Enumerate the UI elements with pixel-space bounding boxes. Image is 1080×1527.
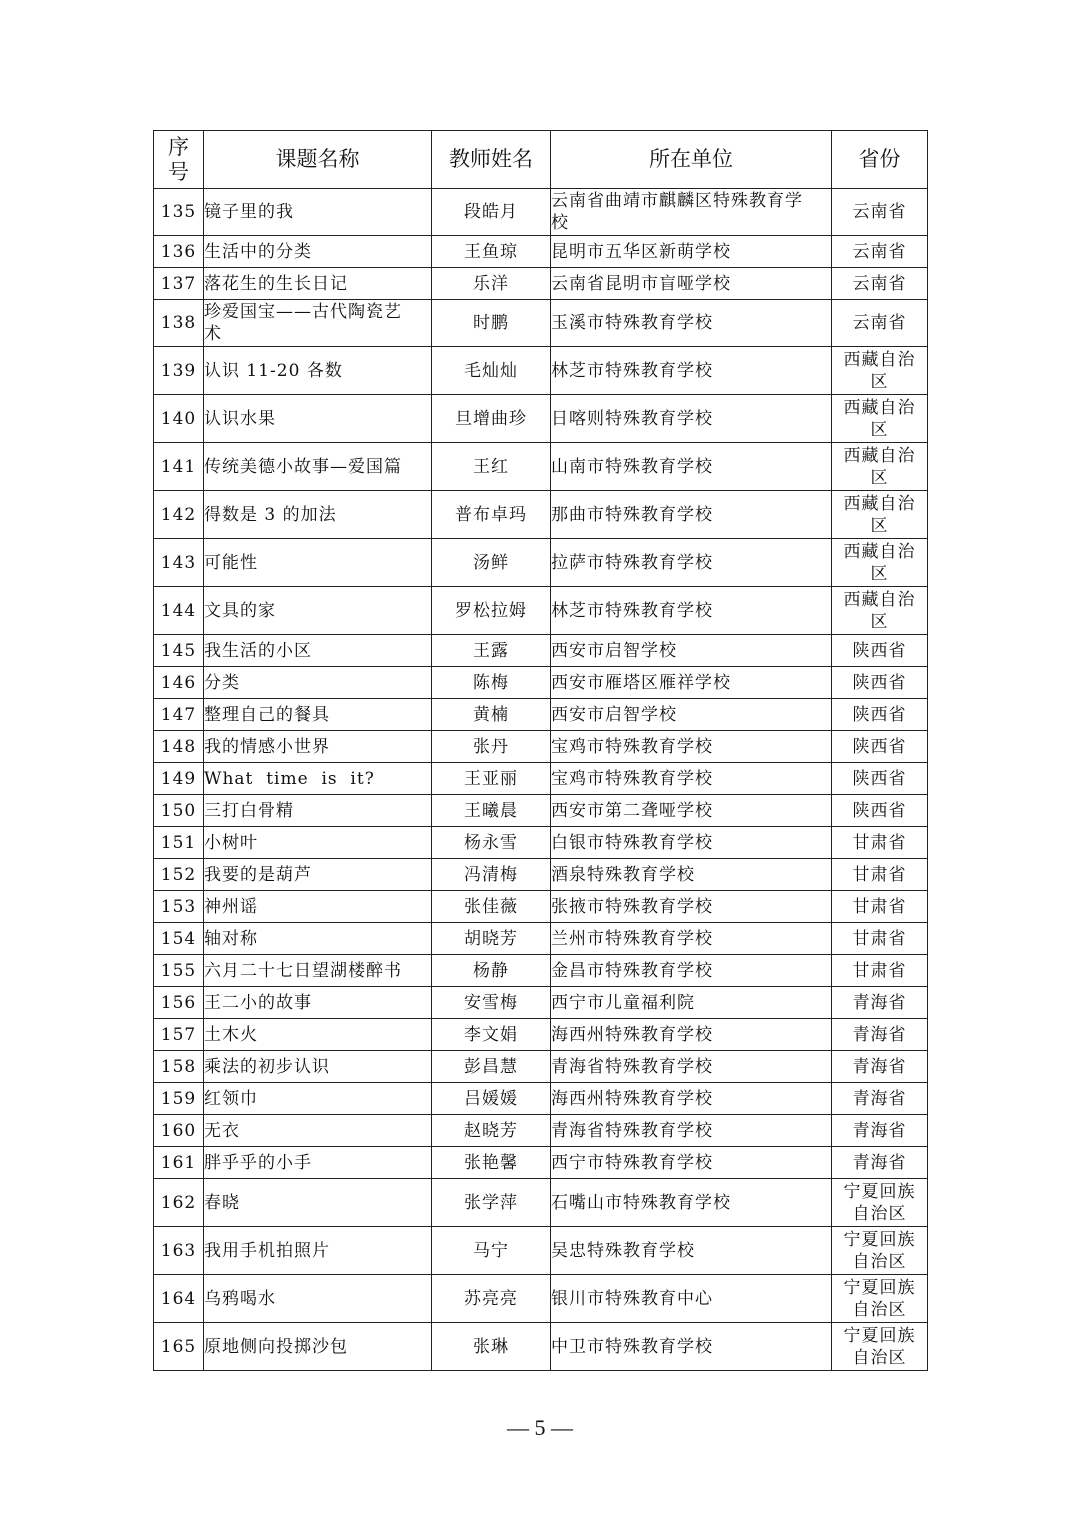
table-row [154, 731, 928, 763]
cell-teacher: 冯清梅 [432, 859, 551, 891]
cell-teacher: 安雪梅 [432, 987, 551, 1019]
cell-teacher: 王亚丽 [432, 763, 551, 795]
table-row [154, 347, 928, 395]
cell-no: 150 [154, 795, 204, 827]
header-unit: 所在单位 [551, 131, 832, 189]
cell-teacher: 王鱼琼 [432, 236, 551, 268]
cell-province: 甘肃省 [832, 859, 928, 891]
cell-no: 138 [154, 300, 204, 347]
cell-no: 155 [154, 955, 204, 987]
cell-province: 宁夏回族 自治区 [832, 1227, 928, 1275]
table-row [154, 1051, 928, 1083]
table-row [154, 539, 928, 587]
data-table [153, 130, 928, 1371]
table-row [154, 268, 928, 300]
cell-province: 甘肃省 [832, 923, 928, 955]
cell-no: 137 [154, 268, 204, 300]
cell-no: 152 [154, 859, 204, 891]
cell-title: 认识水果 [204, 395, 432, 443]
cell-teacher: 张丹 [432, 731, 551, 763]
table-row [154, 795, 928, 827]
cell-no: 143 [154, 539, 204, 587]
table-row [154, 1179, 928, 1227]
cell-province: 云南省 [832, 268, 928, 300]
table-row [154, 491, 928, 539]
cell-no: 157 [154, 1019, 204, 1051]
cell-province: 西藏自治 区 [832, 491, 928, 539]
cell-title: 三打白骨精 [204, 795, 432, 827]
cell-teacher: 李文娟 [432, 1019, 551, 1051]
cell-no: 161 [154, 1147, 204, 1179]
cell-teacher: 苏亮亮 [432, 1275, 551, 1323]
cell-no: 158 [154, 1051, 204, 1083]
cell-teacher: 张艳馨 [432, 1147, 551, 1179]
cell-title: 红领巾 [204, 1083, 432, 1115]
cell-province: 陕西省 [832, 667, 928, 699]
page-number: — 5 — [507, 1415, 573, 1440]
cell-teacher: 黄楠 [432, 699, 551, 731]
cell-title: 可能性 [204, 539, 432, 587]
cell-province: 云南省 [832, 236, 928, 268]
cell-teacher: 赵晓芳 [432, 1115, 551, 1147]
cell-no: 136 [154, 236, 204, 268]
header-no: 序 号 [154, 131, 204, 189]
cell-province: 甘肃省 [832, 955, 928, 987]
table-row [154, 1147, 928, 1179]
cell-teacher: 张学萍 [432, 1179, 551, 1227]
cell-unit: 云南省昆明市盲哑学校 [551, 268, 832, 300]
cell-title: 生活中的分类 [204, 236, 432, 268]
cell-unit: 海西州特殊教育学校 [551, 1083, 832, 1115]
cell-no: 159 [154, 1083, 204, 1115]
table-row [154, 763, 928, 795]
cell-teacher: 杨永雪 [432, 827, 551, 859]
cell-title: 我用手机拍照片 [204, 1227, 432, 1275]
cell-province: 陕西省 [832, 699, 928, 731]
cell-no: 153 [154, 891, 204, 923]
cell-teacher: 毛灿灿 [432, 347, 551, 395]
table-row [154, 667, 928, 699]
table-row [154, 1323, 928, 1371]
cell-province: 西藏自治 区 [832, 395, 928, 443]
cell-province: 陕西省 [832, 731, 928, 763]
cell-no: 149 [154, 763, 204, 795]
cell-title: 轴对称 [204, 923, 432, 955]
cell-title: 我要的是葫芦 [204, 859, 432, 891]
cell-title: 乌鸦喝水 [204, 1275, 432, 1323]
cell-no: 140 [154, 395, 204, 443]
cell-unit: 林芝市特殊教育学校 [551, 587, 832, 635]
table-row [154, 1227, 928, 1275]
cell-unit: 林芝市特殊教育学校 [551, 347, 832, 395]
table-body [154, 189, 928, 1371]
table-row [154, 859, 928, 891]
cell-unit: 酒泉特殊教育学校 [551, 859, 832, 891]
cell-no: 145 [154, 635, 204, 667]
cell-no: 142 [154, 491, 204, 539]
cell-title: 神州谣 [204, 891, 432, 923]
cell-title: 认识 11-20 各数 [204, 347, 432, 395]
table-row [154, 1083, 928, 1115]
cell-teacher: 张佳薇 [432, 891, 551, 923]
cell-unit: 山南市特殊教育学校 [551, 443, 832, 491]
cell-unit: 西安市启智学校 [551, 699, 832, 731]
cell-teacher: 普布卓玛 [432, 491, 551, 539]
cell-no: 163 [154, 1227, 204, 1275]
header-title: 课题名称 [204, 131, 432, 189]
cell-unit: 拉萨市特殊教育学校 [551, 539, 832, 587]
cell-unit: 那曲市特殊教育学校 [551, 491, 832, 539]
cell-province: 青海省 [832, 1083, 928, 1115]
cell-teacher: 王露 [432, 635, 551, 667]
cell-no: 147 [154, 699, 204, 731]
cell-title: 胖乎乎的小手 [204, 1147, 432, 1179]
cell-unit: 青海省特殊教育学校 [551, 1115, 832, 1147]
cell-province: 云南省 [832, 300, 928, 347]
table-row [154, 955, 928, 987]
cell-teacher: 乐洋 [432, 268, 551, 300]
cell-title: 小树叶 [204, 827, 432, 859]
cell-title: What time is it? [204, 763, 432, 795]
cell-title: 整理自己的餐具 [204, 699, 432, 731]
cell-teacher: 王红 [432, 443, 551, 491]
cell-no: 144 [154, 587, 204, 635]
cell-unit: 兰州市特殊教育学校 [551, 923, 832, 955]
cell-teacher: 彭昌慧 [432, 1051, 551, 1083]
cell-title: 乘法的初步认识 [204, 1051, 432, 1083]
cell-no: 141 [154, 443, 204, 491]
cell-title: 无衣 [204, 1115, 432, 1147]
cell-title: 文具的家 [204, 587, 432, 635]
cell-province: 甘肃省 [832, 891, 928, 923]
header-row [154, 131, 928, 189]
table-row [154, 1275, 928, 1323]
table-row [154, 1115, 928, 1147]
table-row [154, 189, 928, 236]
cell-unit: 宝鸡市特殊教育学校 [551, 763, 832, 795]
cell-teacher: 段皓月 [432, 189, 551, 236]
cell-province: 宁夏回族 自治区 [832, 1179, 928, 1227]
table-row [154, 587, 928, 635]
cell-province: 西藏自治 区 [832, 347, 928, 395]
cell-province: 陕西省 [832, 763, 928, 795]
cell-unit: 石嘴山市特殊教育学校 [551, 1179, 832, 1227]
table-row [154, 827, 928, 859]
table-row [154, 699, 928, 731]
cell-teacher: 马宁 [432, 1227, 551, 1275]
cell-province: 青海省 [832, 1115, 928, 1147]
cell-title: 传统美德小故事—爱国篇 [204, 443, 432, 491]
table-row [154, 395, 928, 443]
cell-province: 陕西省 [832, 795, 928, 827]
cell-province: 青海省 [832, 1051, 928, 1083]
cell-teacher: 陈梅 [432, 667, 551, 699]
table-row [154, 987, 928, 1019]
cell-title: 土木火 [204, 1019, 432, 1051]
cell-no: 162 [154, 1179, 204, 1227]
cell-unit: 昆明市五华区新萌学校 [551, 236, 832, 268]
cell-province: 云南省 [832, 189, 928, 236]
cell-unit: 中卫市特殊教育学校 [551, 1323, 832, 1371]
cell-unit: 西宁市特殊教育学校 [551, 1147, 832, 1179]
cell-title: 原地侧向投掷沙包 [204, 1323, 432, 1371]
table-row [154, 300, 928, 347]
cell-unit: 青海省特殊教育学校 [551, 1051, 832, 1083]
cell-no: 148 [154, 731, 204, 763]
cell-title: 镜子里的我 [204, 189, 432, 236]
table-row [154, 923, 928, 955]
cell-title: 珍爱国宝——古代陶瓷艺 术 [204, 300, 432, 347]
cell-unit: 日喀则特殊教育学校 [551, 395, 832, 443]
cell-province: 青海省 [832, 1019, 928, 1051]
cell-unit: 宝鸡市特殊教育学校 [551, 731, 832, 763]
cell-no: 164 [154, 1275, 204, 1323]
cell-unit: 西宁市儿童福利院 [551, 987, 832, 1019]
cell-unit: 吴忠特殊教育学校 [551, 1227, 832, 1275]
cell-unit: 海西州特殊教育学校 [551, 1019, 832, 1051]
table-row [154, 891, 928, 923]
cell-title: 我生活的小区 [204, 635, 432, 667]
cell-province: 青海省 [832, 987, 928, 1019]
cell-no: 146 [154, 667, 204, 699]
cell-unit: 西安市第二聋哑学校 [551, 795, 832, 827]
cell-title: 王二小的故事 [204, 987, 432, 1019]
table-row [154, 1019, 928, 1051]
cell-no: 135 [154, 189, 204, 236]
cell-title: 得数是 3 的加法 [204, 491, 432, 539]
cell-province: 甘肃省 [832, 827, 928, 859]
cell-teacher: 王曦晨 [432, 795, 551, 827]
cell-province: 西藏自治 区 [832, 443, 928, 491]
cell-unit: 西安市雁塔区雁祥学校 [551, 667, 832, 699]
header-province: 省份 [832, 131, 928, 189]
header-teacher: 教师姓名 [432, 131, 551, 189]
cell-title: 分类 [204, 667, 432, 699]
table-row [154, 236, 928, 268]
cell-unit: 银川市特殊教育中心 [551, 1275, 832, 1323]
cell-teacher: 胡晓芳 [432, 923, 551, 955]
cell-title: 落花生的生长日记 [204, 268, 432, 300]
cell-unit: 玉溪市特殊教育学校 [551, 300, 832, 347]
cell-province: 宁夏回族 自治区 [832, 1323, 928, 1371]
cell-teacher: 杨静 [432, 955, 551, 987]
cell-no: 151 [154, 827, 204, 859]
cell-teacher: 吕媛媛 [432, 1083, 551, 1115]
table-row [154, 635, 928, 667]
cell-province: 青海省 [832, 1147, 928, 1179]
cell-teacher: 汤鲜 [432, 539, 551, 587]
cell-province: 西藏自治 区 [832, 587, 928, 635]
cell-teacher: 罗松拉姆 [432, 587, 551, 635]
cell-unit: 云南省曲靖市麒麟区特殊教育学 校 [551, 189, 832, 236]
cell-no: 165 [154, 1323, 204, 1371]
cell-title: 我的情感小世界 [204, 731, 432, 763]
cell-no: 154 [154, 923, 204, 955]
cell-title: 六月二十七日望湖楼醉书 [204, 955, 432, 987]
cell-title: 春晓 [204, 1179, 432, 1227]
cell-province: 陕西省 [832, 635, 928, 667]
table-row [154, 443, 928, 491]
cell-unit: 西安市启智学校 [551, 635, 832, 667]
cell-province: 宁夏回族 自治区 [832, 1275, 928, 1323]
cell-unit: 金昌市特殊教育学校 [551, 955, 832, 987]
cell-no: 160 [154, 1115, 204, 1147]
cell-province: 西藏自治 区 [832, 539, 928, 587]
cell-unit: 张掖市特殊教育学校 [551, 891, 832, 923]
cell-no: 139 [154, 347, 204, 395]
cell-teacher: 时鹏 [432, 300, 551, 347]
cell-no: 156 [154, 987, 204, 1019]
cell-teacher: 旦增曲珍 [432, 395, 551, 443]
cell-teacher: 张琳 [432, 1323, 551, 1371]
cell-unit: 白银市特殊教育学校 [551, 827, 832, 859]
